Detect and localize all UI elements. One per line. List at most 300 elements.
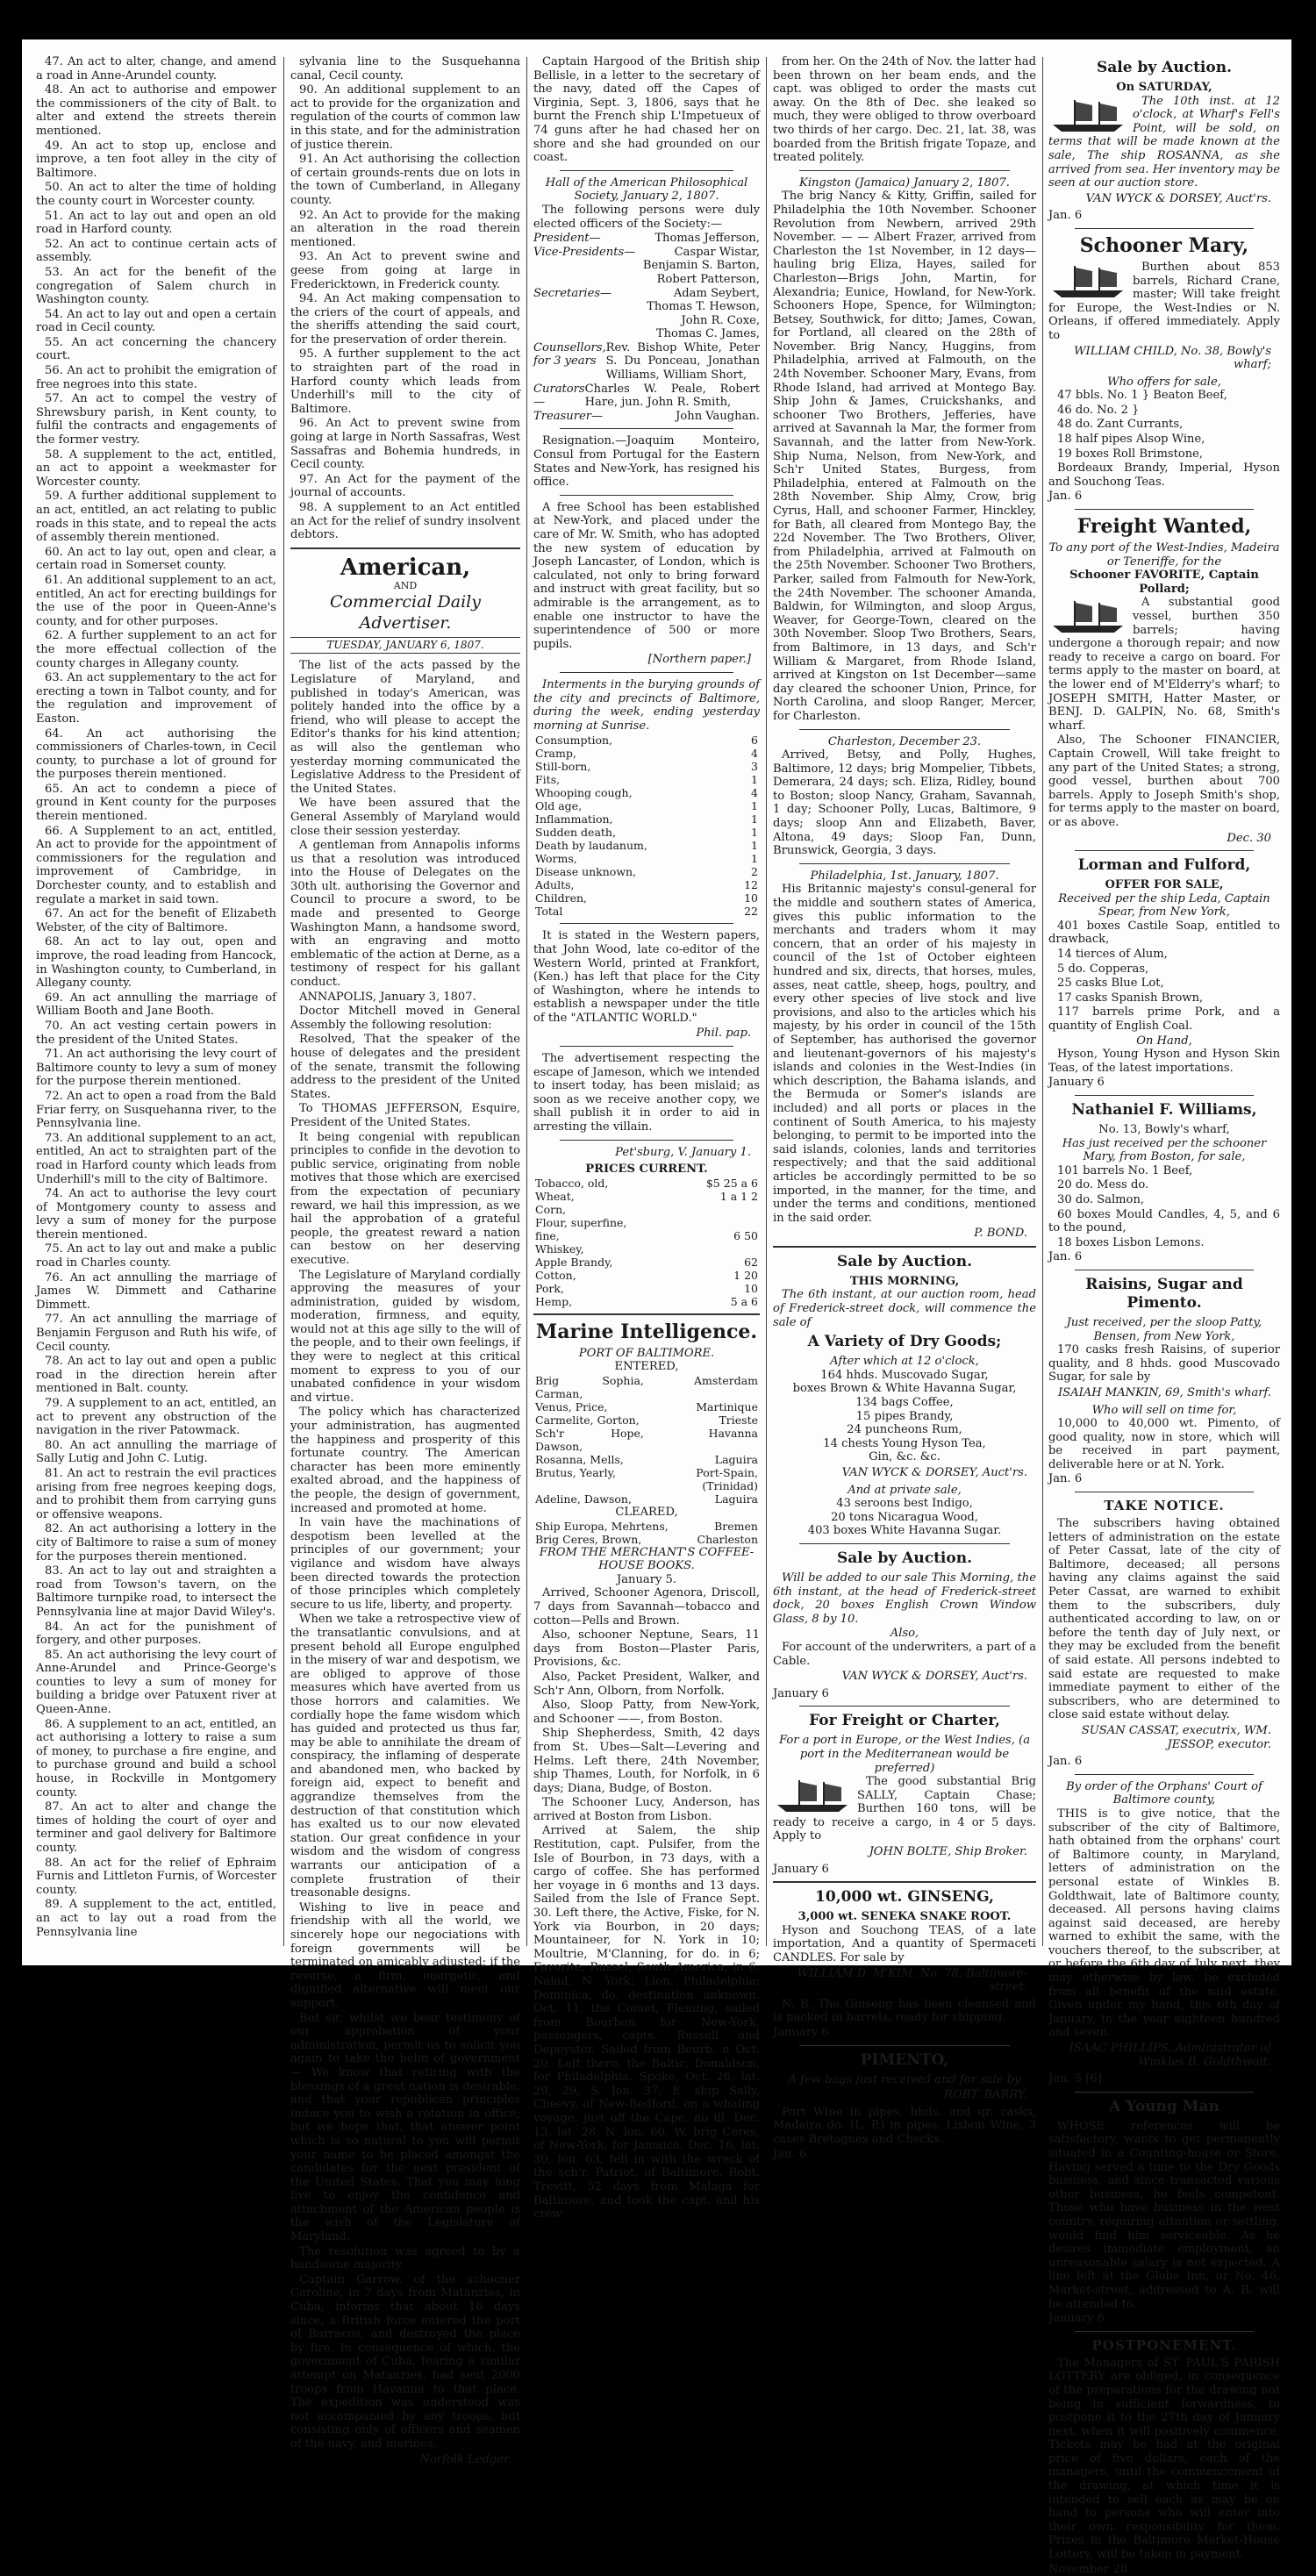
table-cell: Death by laudanum, (535, 839, 647, 853)
table-cell: Flour, superfine, (535, 1215, 627, 1229)
table-cell: Sch'r Hope, Dawson, (535, 1427, 644, 1453)
table-cell: Laguira (714, 1453, 758, 1466)
divider (533, 1313, 760, 1315)
auction-1-title: Sale by Auction. (837, 1252, 972, 1270)
table-cell: Tobacco, old, (535, 1176, 609, 1190)
pimento-items: Port Wine in pipes, hhds. and qr. casks, Madeira do. (L. P.) in pipes, Lisbon Wine, 3 cases Bretagnes and Checks. (773, 2105, 1036, 2146)
society-officers (533, 232, 760, 423)
mary-text: Burthen about 853 barrels, Richard Crane, master; Will take freight for Europe, the West-Indies or N. Orleans, if offered immediately. Apply to (1048, 260, 1280, 342)
column-rule (526, 57, 527, 1946)
list-item: 15 pipes Brandy, (855, 1409, 954, 1423)
freight-wanted-title: Freight Wanted, (1076, 515, 1252, 539)
table-cell: 4 (751, 747, 758, 761)
divider (799, 1706, 1010, 1707)
list-item: 88. An act for the relief of Ephraim Furnis and Littleton Furnis, of Worcester county. (36, 1856, 276, 1897)
officer-name: Thomas T. Hewson, (647, 300, 760, 314)
officer-row (533, 273, 760, 287)
list-item: 20 do. Mess do. (1057, 1178, 1149, 1192)
table-row (533, 1177, 760, 1190)
list-item: 61. An additional supplement to an act, entitled, An act for erecting buildings for the use of the poor in Queen-Anne's county, and for other purposes. (36, 573, 276, 628)
table-cell: Cotton, (535, 1268, 576, 1282)
young-date: January 6 (1048, 2312, 1105, 2326)
list-item: 91. An Act authorising the collection of certain grounds-rents due on lots in the town of Cumberland, in Allegany county. (290, 153, 520, 207)
list-item: 68. An act to lay out, open and improve, the road leading from Hancock, in Washington county, to Cumberland, in Allegany county. (36, 935, 276, 991)
williams-items (1048, 1164, 1280, 1250)
table-row (533, 1269, 760, 1282)
table-row (533, 799, 760, 812)
auction-1-private-items (773, 1497, 1036, 1538)
prices-date: Pet'sburg, V. January 1. (615, 1145, 751, 1159)
list-item: 80. An act annulling the marriage of Sally Lutig and John C. Lutig. (36, 1438, 276, 1466)
table-row (533, 1466, 760, 1492)
table-row (533, 891, 760, 905)
officer-row (533, 232, 760, 246)
table-cell: Hemp, (535, 1294, 573, 1308)
divider (1075, 509, 1254, 510)
list-item: 25 casks Blue Lot, (1057, 977, 1164, 991)
table-cell: Still-born, (535, 760, 591, 774)
officer-row (533, 314, 760, 328)
divider (560, 428, 733, 429)
young-man-ad (1048, 2098, 1280, 2326)
table-row (533, 1400, 760, 1413)
divider (799, 170, 1010, 171)
sale-text: The 10th inst. at 12 o'clock, at Wharf's Fell's Point, will be sold, on terms that will be made known at the sale, The ship ROSANNA, as she arrived from sea. Her inventory may be seen at our auction store. (1048, 94, 1280, 190)
table-row (533, 1256, 760, 1269)
list-item: The list of the acts passed by the Legislature of Maryland, and published in today's American, was politely handed into the office by a friend, who will please to accept the Editor's thanks for his kind attention; as will also the gentleman who yesterday morning communicated the Legislative Address to the President of the United States. (290, 659, 520, 796)
divider (1075, 850, 1254, 851)
table-cell: 1 a 1 2 (719, 1189, 758, 1203)
raisins-date: Jan. 6 (1048, 1472, 1083, 1486)
list-item: It being congenial with republican principles to confide in the devotion to public service, originating from noble motives that those which are exercised from the expectation of pecuniary reward, we hail this impression, as we hail the approbation of a grateful people, the greatest reward a nation can bestow on her deserving executive. (290, 1130, 520, 1267)
officer-name: Charles W. Peale, Robert Hare, jun. John R. Smith, (584, 382, 760, 410)
table-cell (676, 1203, 760, 1216)
list-item: 134 bags Coffee, (855, 1396, 954, 1410)
charleston-dateline: Charleston, December 23. (827, 734, 982, 748)
table-cell: Trieste (719, 1413, 758, 1427)
table-cell: Whiskey, (535, 1241, 584, 1256)
list-item: 62. A further supplement to an act for the more effectual collection of the county charges in Allegany county. (36, 629, 276, 670)
officer-name: Benjamin S. Barton, (642, 259, 760, 273)
freight-date: January 6 (773, 1862, 829, 1876)
list-item: The Schooner Lucy, Anderson, has arrived at Boston from Lisbon. (533, 1796, 760, 1823)
freight-ad (773, 1712, 1036, 1876)
list-item: 43 seroons best Indigo, (836, 1497, 973, 1511)
masthead-and: AND (393, 579, 418, 591)
officer-name: Caspar Wistar, (674, 245, 760, 259)
officer-row (533, 341, 760, 383)
freight-text: The good substantial Brig SALLY, Captain Chase; Burthen 160 tons, will be ready to receive a cargo, in 4 or 5 days. Apply to (773, 1775, 1036, 1843)
financier-date: Dec. 30 (1227, 831, 1271, 845)
ginseng-text: Hyson and Souchong TEAS, of a late importation, And a quantity of Spermaceti CANDLES. For sale by (773, 1923, 1036, 1965)
list-item: 403 boxes White Havanna Sugar. (807, 1524, 1002, 1538)
list-item: ANNAPOLIS, January 3, 1807. (299, 990, 476, 1004)
auction-1-headline: A Variety of Dry Goods; (807, 1333, 1002, 1351)
list-item: 64. An act authorising the commissioners of Charles-town, in Cecil county, to purchase a lot of ground for the purposes therein mentioned. (36, 726, 276, 782)
list-item: Ship Shepherdess, Smith, 42 days from St. Ubes—Salt—Levering and Helms. Left there, 24th November, ship Thames, Louth, for Norfolk, in 6 days; Diana, Budge, of Boston. (533, 1727, 760, 1795)
list-item: 79. A supplement to an act, entitled, an act to prevent any obstruction of the navigation in the river Patowmack. (36, 1397, 276, 1438)
charleston-report: Arrived, Betsy, and Polly, Hughes, Baltimore, 12 days; brig Mompelier, Tibbets, Demerara, 24 days; sch. Eliza, Ridley, bound to Boston; sloop Nancy, Graham, Savannah, 1 day; Schooner Polly, Lucas, Baltimore, 9 days; sloop Ann and Elizabeth, Baver, Altona, 49 days; Sloop Fan, Dunn, Brunswick, Georgia, 3 days. (773, 748, 1036, 858)
pimento-ad (773, 2051, 1036, 2162)
list-item: 75. An act to lay out and make a public road in Charles county. (36, 1242, 276, 1270)
list-item: 76. An act annulling the marriage of James W. Dimmett and Catharine Dimmett. (36, 1270, 276, 1312)
table-cell: 1 (751, 839, 758, 853)
interments-table (533, 733, 760, 918)
table-cell: 10 (744, 1281, 758, 1295)
officer-row (533, 410, 760, 424)
list-item: A gentleman from Annapolis informs us that a resolution was introduced into the House of Delegates on the 30th ult. authorising the Governor and Council to procure a sword, to be made and presented to George Washington Mann, a handsome sword, with an engraving and motto emblematic of the action at Derne, as a testimony of respect for his gallant conduct. (290, 839, 520, 990)
divider (1075, 2331, 1254, 2332)
school-item: A free School has been established at New-York, and placed under the care of Mr. W. Smith, who has adopted the new system of education by Joseph Lancaster, of London, which is calculated, not only to bring forward and instruct with great facility, but so admirable is the arrangement, as to enable one instructor to have the superintendence of 500 or more pupils. (533, 500, 760, 651)
mary-date: Jan. 6 (1048, 490, 1083, 504)
auction-2-date: January 6 (773, 1686, 829, 1700)
divider (799, 1543, 1010, 1544)
table-row (533, 1282, 760, 1295)
list-item: Also, Sloop Patty, from New-York, and Schooner ——, from Boston. (533, 1699, 760, 1726)
editorial-paragraphs (290, 659, 520, 2451)
rosanna-sale-ad (1048, 59, 1280, 223)
table-row (533, 1492, 760, 1506)
list-item: 14 tierces of Alum, (1057, 948, 1168, 962)
list-item: 81. An act to restrain the evil practices arising from free negroes keeping dogs, and to prohibit them from carrying guns or offensive weapons. (36, 1466, 276, 1521)
raisins-title: Raisins, Sugar and Pimento. (1085, 1275, 1243, 1312)
list-item: 47 bbls. No. 1 } Beaton Beef, (1057, 389, 1227, 403)
divider (560, 495, 733, 496)
column-4 (773, 55, 1036, 2161)
list-item: Bordeaux Brandy, Imperial, Hyson and Souchong Teas. (1048, 462, 1280, 489)
auction-1-text: The 6th instant, at our auction room, head of Frederick-street dock, will commence the sale of (773, 1288, 1036, 1329)
ginseng-title: 10,000 wt. GINSENG, (815, 1888, 994, 1907)
notice-title: TAKE NOTICE. (1104, 1498, 1225, 1514)
table-cell: 12 (744, 878, 758, 892)
freight-wanted-text: A substantial good vessel, burthen 350 barrels; having undergone a thorough repair; and now ready to receive a cargo on board. For terms apply to the master on board, at the lower end of M'Elderry's wharf; to JOSEPH SMITH, Hatter Master, or BENJ. D. GALPIN, No. 68, Smith's wharf. (1048, 596, 1280, 733)
western-source: Phil. pap. (696, 1027, 751, 1041)
column-rule (766, 57, 767, 1946)
auction-2-also: Also, (890, 1627, 919, 1641)
freight-sub: For a port in Europe, or the West Indies, (a port in the Mediterranean would be preferred) (778, 1734, 1031, 1775)
list-item: 82. An act authorising a lottery in the city of Baltimore to raise a sum of money for the purposes therein mentioned. (36, 1522, 276, 1563)
list-item: 67. An act for the benefit of Elizabeth Webster, of the city of Baltimore. (36, 907, 276, 934)
list-item: 59. A further additional supplement to an act, entitled, an act relating to public roads in this state, and to repeal the acts of assembly therein mentioned. (36, 490, 276, 545)
list-item: To THOMAS JEFFERSON, Esquire, President of the United States. (290, 1102, 520, 1129)
auction-1-when: THIS MORNING, (849, 1274, 960, 1288)
officer-name: Thomas C. James, (655, 327, 760, 341)
divider (773, 1881, 1036, 1883)
list-item: 101 barrels No. 1 Beef, (1057, 1163, 1193, 1177)
officer-name: Rev. Bishop White, Peter S. Du Ponceau, Jonathan Williams, William Short, (605, 340, 760, 383)
column-5-advertisements (1048, 55, 1280, 2576)
list-item: 70. An act vesting certain powers in the president of the United States. (36, 1019, 276, 1047)
list-item: 58. A supplement to the act, entitled, an act to appoint a weekmaster for Worcester county. (36, 447, 276, 489)
list-item: 17 casks Spanish Brown, (1057, 991, 1204, 1005)
orphans-court-ad (1048, 1780, 1280, 2086)
table-row (533, 1427, 760, 1453)
list-item: 20 tons Nicaragua Wood, (831, 1510, 978, 1524)
table-cell: Havanna (708, 1427, 758, 1440)
freight-signature: JOHN BOLTE, Ship Broker. (869, 1845, 1027, 1859)
lorman-title: Lorman and Fulford, (1077, 856, 1251, 875)
list-item: 66. A Supplement to an act, entitled, An act to provide for the appointment of commissioners for the regulation and improvement of Cambridge, in Dorchester county, and to establish and regulate a market in said town. (36, 824, 276, 906)
hargood-item: Captain Hargood of the British ship Bellisle, in a letter to the secretary of the navy, dated off the Capes of Virginia, Sept. 3, 1806, says that he burnt the French ship L'Impetueux of 74 guns after he had chased her on shore and she had grounded on our coast. (533, 55, 760, 165)
list-item: 74. An act to authorise the levy court of Montgomery county to assess and levy a sum of money for the purpose therein mentioned. (36, 1187, 276, 1241)
divider (773, 1246, 1036, 1248)
list-item: 117 barrels prime Pork, and a quantity of English Coal. (1048, 1005, 1280, 1034)
books-title: FROM THE MERCHANT'S COFFEE-HOUSE BOOKS. (539, 1545, 755, 1573)
table-row (533, 1216, 760, 1229)
table-cell: Wheat, (535, 1189, 575, 1203)
table-cell: Port-Spain, (Trinidad) (696, 1466, 758, 1492)
list-item: 83. An act to lay out and straighten a road from Towson's tavern, on the Baltimore turnpike road, to intersect the Pennsylvania line at major David Wiley's. (36, 1564, 276, 1619)
divider (799, 2045, 1010, 2046)
ginseng-ad (773, 1888, 1036, 2039)
list-item: 73. An additional supplement to an act, entitled, An act to straighten part of the road in Harford county which leads from Underhill's mill to the city of Baltimore. (36, 1131, 276, 1186)
list-item: Also, schooner Neptune, Sears, 11 days from Boston—Plaster Paris, Provisions, &c. (533, 1628, 760, 1670)
auction-1-firm: VAN WYCK & DORSEY, Auct'rs. (841, 1466, 1027, 1479)
resignation-item: Resignation.—Joaquim Monteiro, Consul from Portugal for the Eastern States and New-York, has resigned his office. (533, 434, 760, 490)
table-row (533, 773, 760, 786)
interments-title: Interments in the burying grounds of the city and precincts of Baltimore, during the week, ending yesterday morning at Sunrise. (533, 677, 760, 733)
financier-text: Also, The Schooner FINANCIER, Captain Crowell, Will take freight to any part of the United States; a strong, good vessel, burthen about 700 barrels. Apply to Joseph Smith's shop, for terms apply to the master on board, or as above. (1048, 733, 1280, 829)
prices-table (533, 1177, 760, 1308)
table-row (533, 865, 760, 878)
table-cell (676, 1216, 760, 1229)
list-item: 51. An act to lay out and open an old road in Harford county. (36, 209, 276, 237)
auction-2-firm: VAN WYCK & DORSEY, Auct'rs. (841, 1670, 1027, 1684)
ship-woodcut-icon (773, 1777, 852, 1814)
list-item: 86. A supplement to an act, entitled, an act authorising a lottery to raise a sum of money, to purchase a fire engine, and to purchase ground and build a school house, in Rockville in Montgomery county. (36, 1717, 276, 1800)
list-item: 60. An act to lay out, open and clear, a certain road in Somerset county. (36, 545, 276, 573)
list-item: 50. An act to alter the time of holding the county court in Worcester county. (36, 181, 276, 208)
table-cell: 4 (751, 786, 758, 800)
orphans-title: By order of the Orphans' Court of Baltimore county, (1066, 1779, 1262, 1807)
list-item: sylvania line to the Susquehanna canal, Cecil county. (290, 55, 520, 82)
list-item: Wishing to live in peace and friendship with all the world, we sincerely hope our negociations with foreign governments will be terminated on amicably adjusted; if the reverse, a firm, energetic, and dignified alternative will meet our support. (290, 1900, 520, 2010)
mary-title: Schooner Mary, (1079, 233, 1249, 257)
column-3 (533, 55, 760, 2222)
books-date: January 5. (616, 1572, 677, 1586)
list-item: 89. A supplement to the act, entitled, an act to lay out a road from the Pennsylvania line (36, 1898, 276, 1939)
list-item: 77. An act annulling the marriage of Benjamin Ferguson and Ruth his wife, of Cecil county. (36, 1313, 276, 1354)
table-cell: 5 a 6 (730, 1294, 758, 1308)
officer-row (533, 246, 760, 260)
table-cell: 62 (744, 1255, 758, 1269)
sale-firm: VAN WYCK & DORSEY, Auct'rs. (1085, 191, 1271, 205)
list-item: 401 boxes Castile Soap, entitled to drawback, (1048, 919, 1280, 947)
officer-role: Vice-Presidents— (533, 245, 636, 259)
lorman-sub: OFFER FOR SALE, (1105, 878, 1224, 892)
table-row (533, 1295, 760, 1308)
society-intro: The following persons were duly elected officers of the Society:— (533, 203, 760, 231)
list-item: 54. An act to lay out and open a certain road in Cecil county. (36, 307, 276, 335)
sale-when: On SATURDAY, (1116, 81, 1212, 94)
list-item: But sir, whilst we bear testimony of our approbation of your administration, permit us to solicit you again to take the helm of government — We know that retiring with the blessings of a great nation is desirable, and that your republican principles induce you to wish a rotation in office; but we hope that, that answer point which is so natural to you will permit your name to be placed amongst the candidates for the next president of the United States. That you may long live to enjoy the confidence and attachment of the American people is the wish of the Legislature of Maryland. (290, 2011, 520, 2244)
list-item: Captain Garrow, of the schooner Caroline, in 7 days from Matanzies, in Cuba, informs that about 16 days since, a British force entered the port of Barracos, and destroyed the place by fire. In consequence of which, the government of Cuba, fearing a similar attempt on Matanzies, had sent 2000 troops from Havanna to that place. The expedition was understood was not accompanied by any troops, but consisting only of officers and seamen of the navy, and marines. (290, 2272, 520, 2451)
raisins-who: Who will sell on time for, (1091, 1403, 1237, 1417)
mary-items (1048, 389, 1280, 489)
notice-text: The subscribers having obtained letters of administration on the estate of Peter Cassat, late of the city of Baltimore, deceased; all persons having any claims against the said Peter Cassat, are warned to exhibit them to the subscribers, duly authenticated according to law, on or before the tenth day of July next, or they may be excluded from the benefit of said estate. All persons indebted to said estate are requested to make immediate payment to either of the subscribers, who are determined to close said estate without delay. (1048, 1517, 1280, 1722)
list-item: 98. A supplement to an Act entitled an Act for the relief of sundry insolvent debtors. (290, 501, 520, 542)
divider (560, 672, 733, 673)
williams-address: No. 13, Bowly's wharf, (1098, 1123, 1230, 1136)
masthead-title: American, (340, 554, 471, 581)
cleared-title: CLEARED, (615, 1506, 678, 1519)
list-item: 63. An act supplementary to the act for erecting a town in Talbot county, and for the regulation and improvement of Easton. (36, 671, 276, 726)
table-cell: Bremen (714, 1519, 758, 1533)
table-cell: 1 (751, 773, 758, 787)
list-item: 18 boxes Lisbon Lemons. (1057, 1235, 1205, 1249)
freight-wanted-sub: To any port of the West-Indies, Madeira or Teneriffe, for the (1048, 541, 1280, 569)
raisins-signature: ISAIAH MANKIN, 69, Smith's wharf. (1057, 1385, 1271, 1399)
table-cell: 1 (751, 852, 758, 866)
freight-title: For Freight or Charter, (809, 1712, 1000, 1730)
officer-name: John R. Coxe, (681, 313, 760, 327)
raisins-ad (1048, 1276, 1280, 1486)
table-row (533, 733, 760, 747)
masthead-subtitle: Commercial Daily Advertiser. (330, 591, 481, 633)
table-row (533, 1374, 760, 1400)
list-item: The Legislature of Maryland cordially approving the measures of your administration, guided by wisdom, moderation, firmness, and equity, would not at this age silly to the will of the people, and to their own feelings, if they were to neglect at this critical moment to express to you of our unabated confidence in your wisdom and virtue. (290, 1268, 520, 1405)
table-cell: 10 (744, 891, 758, 905)
table-cell: Disease unknown, (535, 865, 637, 879)
list-item: 78. An act to lay out and open a public road in the direction herein after mentioned in Balt. county. (36, 1355, 276, 1396)
schooner-mary-ad (1048, 234, 1280, 504)
list-item: 84. An act for the punishment of forgery, and other purposes. (36, 1620, 276, 1648)
western-item: It is stated in the Western papers, that John Wood, late co-editor of the Western World, printed at Frankfort, (Ken.) has left that place for the City of Washington, where he intends to establish a newspaper under the title of the "ATLANTIC WORLD." (533, 929, 760, 1025)
divider (560, 170, 733, 171)
auction-1-private: And at private sale, (848, 1483, 962, 1497)
phila-dateline: Philadelphia, 1st. January, 1807. (810, 869, 999, 883)
divider (799, 729, 1010, 730)
table-cell: fine, (535, 1228, 560, 1242)
table-cell: Old age, (535, 799, 583, 813)
list-item: Arrived, Schooner Agenora, Driscoll, 7 days from Savannah—tobacco and cotton—Pells and Brown. (533, 1586, 760, 1628)
list-item: When we take a retrospective view of the transatlantic convulsions, and at present behold all Europe engulphed in the misery of war and despotism, we are obliged to approve of those measures which have averted from us those horrors and calamities. We cordially hope the fame wisdom which has guided and protected us thus far, may be able to annihilate the dream of conspiracy, the inflaming of desperate and abandoned men, who backed by foreign aid, expect to benefit and aggrandize themselves from the destruction of that constitution which has exalted us to our now elevated station. Our great confidence in your wisdom and the wisdom of congress warrants our anticipation of a complete frustration of their treasonable designs. (290, 1613, 520, 1900)
port-title: PORT OF BALTIMORE. (578, 1346, 715, 1360)
divider (1075, 228, 1254, 229)
divider (560, 1140, 733, 1141)
entered-title: ENTERED, (614, 1360, 679, 1374)
consul-notice: His Britannic majesty's consul-general for the middle and southern states of America, gives this public information to the merchants and traders whom it may concern, that an order of his majesty in council of the 1st of October eighteen hundred and six, directs, that horses, mules, asses, neat cattle, sheep, hogs, poultry, and every other species of live stock and live provisions, and also to the articles which his majesty, by his order in council of the 15th of September, has authorised the governor and lieutenant-governors of his majesty's islands and colonies in the West-Indies (in which description, the Bahama islands, and the Bermuda or Somer's islands are included) and all ports or places in the continent of South America, to his majesty belonging, to permit to be imported into the said islands, colonies, lands and territories respectively; and that the said additional articles be accordingly permitted to be so imported, in the manner, for the time, and under the terms and conditions, mentioned in the said order. (773, 883, 1036, 1225)
officer-role: Curators— (533, 382, 585, 410)
list-item: Also, Packet President, Walker, and Sch'r Ann, Olborn, from Norfolk. (533, 1670, 760, 1698)
table-row (533, 1533, 760, 1546)
table-cell: Consumption, (535, 733, 613, 748)
marine-title: Marine Intelligence. (535, 1320, 758, 1343)
table-row (533, 839, 760, 852)
list-item: 90. An additional supplement to an act to provide for the organization and regulation of the courts of common law in this state, and for the administration of justice therein. (290, 83, 520, 152)
pimento-date: Jan. 6 (773, 2147, 807, 2161)
acts-list-continued (290, 55, 520, 542)
entered-table (533, 1374, 760, 1506)
list-item: The resolution was agreed to by a handsome majority. (290, 2244, 520, 2272)
mary-offers: Who offers for sale, (1107, 375, 1221, 389)
young-title: A Young Man (1109, 2097, 1219, 2115)
list-item: We have been assured that the General Assembly of Maryland would close their session yesterday. (290, 797, 520, 838)
table-row (533, 1190, 760, 1203)
table-cell: Inflammation, (535, 812, 613, 826)
table-cell: Apple Brandy, (535, 1255, 613, 1269)
list-item: 71. An act authorising the levy court of Baltimore county to levy a sum of money for the purpose therein mentioned. (36, 1048, 276, 1089)
society-title: Hall of the American Philosophical Society, January 2, 1807. (545, 175, 748, 204)
list-item: The policy which has characterized your administration, has augmented the happiness and prosperity of this fortunate country. The American character has been more eminently exalted abroad, and the happiness of the people, the design of government, increased and promoted at home. (290, 1406, 520, 1515)
list-item: 47. An act to alter, change, and amend a road in Anne-Arundel county. (36, 55, 276, 82)
table-cell: Venus, Price, (535, 1400, 608, 1413)
table-row (533, 826, 760, 839)
auction-ad-2 (773, 1549, 1036, 1700)
list-item: 18 half pipes Alsop Wine, (1057, 433, 1205, 447)
wreck-continued: from her. On the 24th of Nov. the latter had been thrown on her beam ends, and the capt. was obliged to order the masts cut away. On the 8th of Dec. she leaked so much, they were obliged to throw overboard two thirds of her cargo. Dec. 21, lat. 38, was boarded from the British frigate Topaze, and treated politely. (773, 55, 1036, 165)
raisins-text: 10,000 to 40,000 wt. Pimento, of good quality, now in store, which will be received in part payment, deliverable here or at N. York. (1048, 1417, 1280, 1471)
list-item: 57. An act to compel the vestry of Shrewsbury parish, in Kent county, to fulfil the contracts and engagements of the former vestry. (36, 392, 276, 447)
list-item: 69. An act annulling the marriage of William Booth and Jane Booth. (36, 991, 276, 1019)
divider (1075, 1774, 1254, 1775)
sale-title: Sale by Auction. (1097, 59, 1232, 76)
table-cell: Laguira (714, 1492, 758, 1506)
list-item: 5 do. Copperas, (1057, 962, 1149, 976)
list-item: 65. An act to condemn a piece of ground in Kent county for the purposes therein mentioned. (36, 782, 276, 824)
source-signature: Norfolk Ledger. (419, 2452, 511, 2466)
pimento-signature: ROBT. BARRY. (944, 2088, 1027, 2102)
officer-role: Secretaries— (533, 286, 612, 300)
cleared-table (533, 1520, 760, 1546)
table-cell: Whooping cough, (535, 786, 633, 800)
kingston-report: The brig Nancy & Kitty, Griffin, sailed for Philadelphia the 10th November. Schooner Revolution from Newbern, arrived 29th November. — — Albert Frazer, arrived from Charleston the 1st November, in 12 days—hauling brig Eliza, Hayes, sailed for Charleston—Brigs John, Martin, for Alexandria; Eunice, Howland, for New-York. Schooners Hope, Spence, for Wilmington; Betsey, Southwick, for ditto; James, Cowan, for Portland, all cleared on the 28th of November. Brig Nancy, Huggins, from Philadelphia, arrived at Falmouth, on the 24th November. Schooner Mary, Evans, from Rhode Island, had arrived at Montego Bay. Ship John & James, Cruickshanks, and schooner Two Brothers, Jefferies, have arrived at Savannah la Mar, the former from Savannah, and the latter from New-York. Ship Numa, Nelson, from New-York, and Sch'r United States, Burgess, from Philadelphia, entered at Falmouth on the 28th November. Ship Almy, Crow, brig Cyrus, Hall, and schooner Farmer, Hinckley, for Bath, all cleared from Montego Bay, the 22d November. The Two Brothers, Oliver, from Philadelphia, arrived at Falmouth on the 25th November. Schooner Two Brothers, Parker, sailed from Falmouth for New-York, the 24th November. The schooner Amanda, Baldwin, for Wilmington, and sloop Argus, Weaver, for George-Town, cleared on the 30th November. Sloop Two Brothers, Sears, from Baltimore, in 13 days, and Sch'r William & Margaret, from Rhode Island, arrived at Kingston on 1st December—same day cleared the schooner Union, Prince, for North Carolina, and sloop Ranger, Mercer, for Charleston. (773, 190, 1036, 723)
list-item: 46 do. No. 2 } (1057, 403, 1140, 417)
mary-signature: WILLIAM CHILD, No. 38, Bowly's wharf; (1074, 344, 1271, 372)
list-item: 48. An act to authorise and empower the commissioners of the city of Balt. to alter and extend the streets therein mentioned. (36, 83, 276, 138)
table-cell: Fits, (535, 773, 561, 787)
divider (560, 923, 733, 924)
williams-ad (1048, 1101, 1280, 1264)
table-cell: Amsterdam (694, 1374, 758, 1387)
officer-row (533, 259, 760, 273)
table-cell: 1 (751, 799, 758, 813)
pimento-title: PIMENTO, (860, 2050, 949, 2069)
list-item: Arrived at Salem, the ship Restitution, capt. Pulsifer, from the Isle of Bourbon, in 73 days, with a cargo of coffee. She has performed her voyage in 6 months and 13 days. Sailed from the Isle of France Sept. 30. Left there, the Active, Fiske, for N. York via Bourbon, in 20 days; Mountaineer, for N. York in 10; Moultrie, M'Clanning, for do. in 6; Favorite, Russel, South America, in 6; Naiad, N. York; Lion, Philadelphia; Dominica, do. destination unknown. Oct. 11, the Comet, Fleming, sailed from Bourbon for New-York, passengers, capts. Russell and Depeyster. Sailed from Bourb. n Oct. 20. Left there, the Baltic, Donaldson, for Philadelphia. Spoke, Oct. 26, lat. 29, 29, S. lon. 37, E. ship Sally, Cheevy, of New-Bedford, on a whaling voyage. just off the Cape, no ill. Dec. 13, lat. 28, N. lon. 60, W. brig Ceres, of New-York, for Jamaica. Dec. 16, lat. 30, lon. 63, fell in with the wreck of the sch'r. Patriot, of Baltimore, Robt. Trevitt, 52 days from Malaga for Baltimore; and took the capt. and his crew (533, 1824, 760, 2222)
list-item: 87. An act to alter and change the times of holding the court of oyer and terminer and gaol delivery for Baltimore county. (36, 1800, 276, 1855)
auction-1-items (773, 1369, 1036, 1464)
table-cell: Brutus, Yearly, (535, 1466, 617, 1479)
list-item: 95. A further supplement to the act to straighten part of the road in Harford county which leads from Underhill's mill to the city of Baltimore. (290, 347, 520, 416)
list-item: 56. An act to prohibit the emigration of free negroes into this state. (36, 364, 276, 391)
list-item: Doctor Mitchell moved in General Assembly the following resolution: (290, 1005, 520, 1032)
lorman-ad (1048, 856, 1280, 1090)
table-row (533, 1520, 760, 1533)
divider (290, 547, 520, 549)
officer-row (533, 383, 760, 410)
table-cell: Brig Sophia, Carman, (535, 1374, 644, 1400)
advert-notice: The advertisement respecting the escape of Jameson, which we intended to insert today, has been mislaid; as soon as we receive another copy, we shall publish it in order to aid in arresting the villain. (533, 1052, 760, 1134)
orphans-text: THIS is to give notice, that the subscriber of the city of Baltimore, hath obtained from the orphans' court of Baltimore county, in Maryland, letters of administration on the personal estate of Winkles B. Goldthwait, late of Baltimore county, deceased. All persons having claims against said deceased, are hereby warned to exhibit the same, with the vouchers thereof, to the subscriber, at or before the 6th day of July next, they may otherwise by law, be excluded from all benefit of the said estate. Given under my hand, this 6th day of January, in the year eighteen hundred and seven. (1048, 1807, 1280, 2040)
postponement-date: November 28 (1048, 2562, 1128, 2576)
divider (1075, 1095, 1254, 1096)
list-item: 53. An act for the benefit of the congregation of Salem church in Washington county. (36, 265, 276, 307)
list-item: 97. An Act for the payment of the journal of accounts. (290, 472, 520, 500)
column-2 (290, 55, 520, 2466)
table-row (533, 760, 760, 773)
auction-2-text2: For account of the underwriters, a part of a Cable. (773, 1640, 1036, 1668)
table-cell: 1 (751, 826, 758, 840)
school-source: [Northern paper.] (647, 653, 751, 667)
table-cell: $5 25 a 6 (705, 1176, 758, 1190)
table-cell: Sudden death, (535, 826, 616, 840)
table-row (533, 1203, 760, 1216)
officer-row (533, 287, 760, 301)
table-cell: Brig Ceres, Brown, (535, 1532, 642, 1546)
officer-name: Robert Patterson, (656, 272, 760, 286)
young-text: WHOSE references will be satisfactory, wants to get permanently situated in a Counting-house or Store. Having served a time to the Dry Goods business, and since transacted various other business, he feels competent. Those who have business in the west country, requiring attention or settling, would find him serviceable. As he desires immediate employment, an unreasonable salary is not expected. A line left at the Globe Inn, or No. 46, Market-street, addressed to A. B. will be attended to. (1048, 2119, 1280, 2311)
ginseng-signature: WILLIAM D. M'KIM, No. 78, Baltimore-street. (797, 1966, 1027, 1994)
